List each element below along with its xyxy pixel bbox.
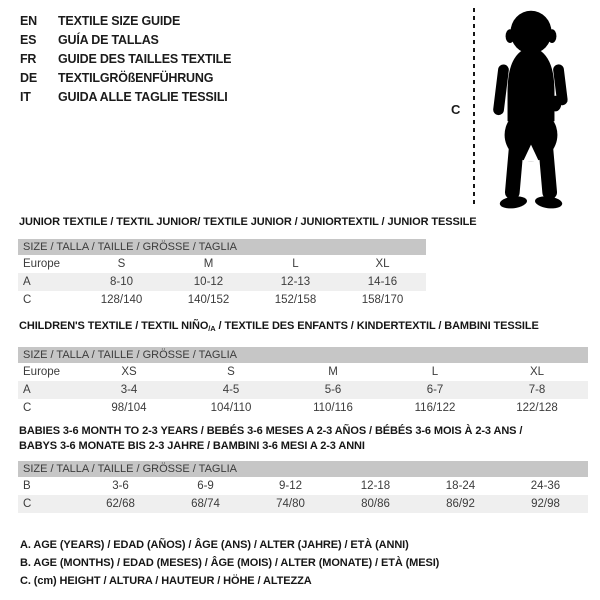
size-header-bar: SIZE / TALLA / TAILLE / GRÖSSE / TAGLIA: [18, 239, 426, 255]
children-table-title: [19, 320, 539, 333]
table-row-height: [18, 291, 426, 309]
height-cell: 68/74: [191, 498, 220, 510]
language-code: IT: [20, 90, 31, 104]
row-label: Europe: [23, 366, 61, 378]
height-cell: 158/170: [361, 294, 404, 306]
babies-size-table: [18, 461, 588, 513]
guide-title: GUÍA DE TALLAS: [58, 33, 159, 47]
junior-size-table: [18, 239, 426, 309]
age-cell: 14-16: [367, 276, 398, 288]
toddler-silhouette-icon: [487, 5, 575, 212]
age-cell: 10-12: [193, 276, 224, 288]
row-label: B: [23, 480, 31, 492]
babies-table-title-line1: BABIES 3-6 MONTH TO 2-3 YEARS / BEBÉS 3-6 MESES A 2-3 AÑOS / BÉBÉS 3-6 MOIS À 2-3 ANS /: [19, 425, 523, 437]
size-cell: S: [117, 258, 126, 270]
language-row-es: [20, 31, 231, 50]
age-cell: 9-12: [278, 480, 303, 492]
table-row-age-months: [18, 477, 588, 495]
babies-table-title-line2: BABYS 3-6 MONATE BIS 2-3 JAHRE / BAMBINI 3-6 MESI A 2-3 ANNI: [19, 440, 365, 452]
language-row-it: [20, 88, 231, 107]
height-cell: 98/104: [111, 402, 147, 414]
junior-table-title: JUNIOR TEXTILE / TEXTIL JUNIOR/ TEXTILE JUNIOR / JUNIORTEXTIL / JUNIOR TESSILE: [19, 216, 477, 228]
height-cell: 86/92: [446, 498, 475, 510]
age-cell: 18-24: [445, 480, 476, 492]
age-cell: 5-6: [324, 384, 342, 396]
children-size-table: [18, 347, 588, 417]
height-cell: 116/122: [414, 402, 456, 414]
age-cell: 4-5: [222, 384, 240, 396]
row-label: C: [23, 402, 32, 414]
size-cell: M: [328, 366, 338, 378]
size-header-bar: SIZE / TALLA / TAILLE / GRÖSSE / TAGLIA: [18, 347, 588, 363]
age-cell: 6-9: [197, 480, 214, 492]
row-label: C: [23, 498, 32, 510]
size-cell: XS: [121, 366, 137, 378]
height-dashed-line: [473, 8, 475, 206]
height-measure-label: C: [451, 102, 461, 117]
row-label: A: [23, 384, 31, 396]
measure-legend: [20, 536, 439, 590]
height-cell: 152/158: [274, 294, 317, 306]
height-cell: 122/128: [516, 402, 558, 414]
age-cell: 3-4: [120, 384, 138, 396]
language-code: EN: [20, 14, 37, 28]
height-cell: 92/98: [531, 498, 560, 510]
table-row-age: [18, 273, 426, 291]
children-title-prefix: CHILDREN'S TEXTILE / TEXTIL NIÑO: [19, 320, 209, 332]
legend-line-a: A. AGE (YEARS) / EDAD (AÑOS) / ÂGE (ANS) / ALTER (JAHRE) / ETÀ (ANNI): [20, 539, 409, 551]
size-cell: XL: [529, 366, 545, 378]
guide-title: TEXTILGRÖßENFÜHRUNG: [58, 71, 214, 85]
children-title-suffix: / TEXTILE DES ENFANTS / KINDERTEXTIL / BAMBINI TESSILE: [215, 320, 539, 332]
table-row-europe: [18, 363, 588, 381]
language-row-de: [20, 69, 231, 88]
language-code: FR: [20, 52, 37, 66]
children-title-sub: /A: [208, 324, 216, 333]
language-row-fr: [20, 50, 231, 69]
language-code: ES: [20, 33, 37, 47]
size-cell: S: [227, 366, 235, 378]
row-label: Europe: [23, 258, 61, 270]
legend-line-b: B. AGE (MONTHS) / EDAD (MESES) / ÂGE (MOIS) / ALTER (MONATE) / ETÀ (MESI): [20, 557, 440, 569]
age-cell: 6-7: [426, 384, 444, 396]
table-row-age: [18, 381, 588, 399]
legend-line-c: C. (cm) HEIGHT / ALTURA / HAUTEUR / HÖHE / ALTEZZA: [20, 575, 312, 587]
size-cell: XL: [375, 258, 390, 270]
age-cell: 3-6: [112, 480, 129, 492]
guide-title: GUIDA ALLE TAGLIE TESSILI: [58, 90, 228, 104]
table-row-height: [18, 399, 588, 417]
guide-title: GUIDE DES TAILLES TEXTILE: [58, 52, 232, 66]
age-cell: 12-18: [360, 480, 391, 492]
age-cell: 24-36: [530, 480, 561, 492]
size-cell: L: [431, 366, 439, 378]
height-cell: 128/140: [100, 294, 143, 306]
table-row-europe: [18, 255, 426, 273]
age-cell: 8-10: [109, 276, 134, 288]
row-label: C: [23, 294, 32, 306]
language-title-list: [20, 12, 231, 107]
height-cell: 140/152: [187, 294, 230, 306]
height-cell: 110/116: [313, 402, 353, 414]
height-cell: 62/68: [106, 498, 135, 510]
age-cell: 12-13: [280, 276, 311, 288]
age-cell: 7-8: [528, 384, 546, 396]
size-cell: L: [292, 258, 299, 270]
height-cell: 104/110: [210, 402, 252, 414]
table-row-height: [18, 495, 588, 513]
size-cell: M: [203, 258, 214, 270]
guide-title: TEXTILE SIZE GUIDE: [58, 14, 181, 28]
language-code: DE: [20, 71, 37, 85]
height-cell: 80/86: [361, 498, 390, 510]
height-cell: 74/80: [276, 498, 305, 510]
row-label: A: [23, 276, 31, 288]
size-header-bar: SIZE / TALLA / TAILLE / GRÖSSE / TAGLIA: [18, 461, 588, 477]
language-row-en: [20, 12, 231, 31]
